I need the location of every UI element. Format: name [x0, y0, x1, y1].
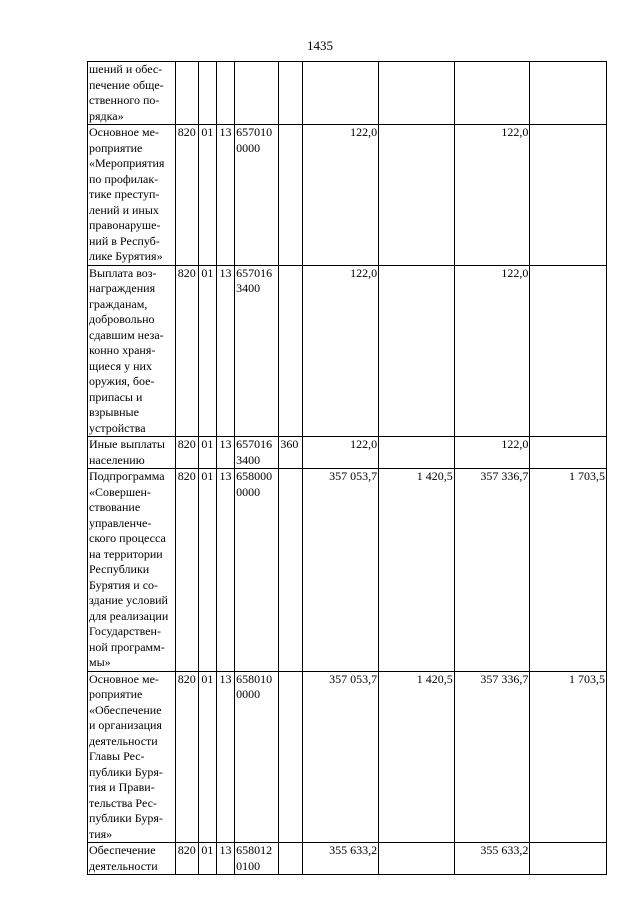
row-name-line: тельства Рес- [89, 795, 157, 810]
row-name-line: публики Буря- [89, 811, 163, 825]
value-2-cell: 1 420,5 [379, 671, 455, 843]
row-name-line: лений и иных [89, 202, 159, 217]
row-name-cell [88, 437, 176, 469]
row-name-line: гражданам, [89, 296, 148, 311]
value-3-cell: 355 633,2 [454, 843, 530, 875]
value-3-cell: 357 336,7 [454, 469, 530, 672]
rz-code-cell: 01 [198, 843, 216, 875]
row-name-line: шений и обес- [89, 62, 163, 76]
row-name-line: ний в Респуб- [89, 233, 160, 248]
value-2-cell [379, 62, 455, 125]
pr-code-cell: 13 [216, 265, 234, 437]
vr-code-cell [279, 671, 302, 843]
value-2-cell [379, 265, 455, 437]
value-2-cell: 1 420,5 [379, 469, 455, 672]
value-4-cell: 1 703,5 [530, 671, 607, 843]
row-name-line: управленче- [89, 515, 152, 530]
table-body [88, 62, 607, 875]
pr-code-cell: 13 [216, 437, 234, 469]
value-3-cell: 122,0 [454, 265, 530, 437]
value-3-cell [454, 62, 530, 125]
table-row [88, 469, 607, 672]
row-name-line: тия и Прави- [89, 780, 155, 794]
value-4-cell [530, 265, 607, 437]
value-4-cell [530, 62, 607, 125]
value-1-cell: 122,0 [302, 125, 379, 266]
gr-code-cell: 820 [175, 437, 198, 469]
row-name-line: припасы и [89, 389, 143, 404]
row-name-line: конно храня- [89, 343, 156, 357]
vr-code-cell [279, 62, 302, 125]
table-row [88, 265, 607, 437]
pr-code-cell: 13 [216, 125, 234, 266]
value-3-cell: 357 336,7 [454, 671, 530, 843]
vr-code-cell [279, 125, 302, 266]
row-name-line: тике преступ- [89, 187, 160, 201]
vr-code-cell [279, 265, 302, 437]
page-number: 1435 [307, 38, 333, 53]
value-1-cell [302, 62, 379, 125]
row-name-line: «Мероприятия [89, 156, 165, 170]
pr-code-cell: 13 [216, 469, 234, 672]
rz-code-cell: 01 [198, 671, 216, 843]
value-4-cell [530, 437, 607, 469]
row-name-line: оружия, бое- [89, 374, 155, 388]
row-name-line: «Совершен- [89, 484, 151, 499]
vr-code-cell [279, 469, 302, 672]
gr-code-cell: 820 [175, 843, 198, 875]
row-name-line: Республики [89, 562, 150, 576]
csr-code-cell: 657016 3400 [235, 437, 279, 469]
row-name-line: Государствен- [89, 624, 161, 638]
gr-code-cell: 820 [175, 125, 198, 266]
row-name-line: сдавшим неза- [89, 327, 164, 342]
value-2-cell [379, 437, 455, 469]
row-name-line: Обеспечение [89, 843, 156, 857]
row-name-cell [88, 843, 176, 875]
gr-code-cell: 820 [175, 265, 198, 437]
table-row [88, 62, 607, 125]
pr-code-cell: 13 [216, 671, 234, 843]
row-name-line: населению [89, 452, 145, 467]
value-1-cell: 357 053,7 [302, 469, 379, 672]
row-name-line: Иные выплаты [89, 437, 165, 451]
row-name-line: устройства [89, 420, 146, 435]
row-name-line: награждения [89, 281, 156, 295]
budget-table [87, 61, 607, 875]
vr-code-cell [279, 843, 302, 875]
row-name-line: ского процесса [89, 531, 166, 545]
table-row [88, 125, 607, 266]
row-name-cell [88, 469, 176, 672]
value-3-cell: 122,0 [454, 437, 530, 469]
row-name-line: мы» [89, 655, 111, 669]
row-name-line: печение обще- [89, 77, 164, 92]
row-name-line: роприятие [89, 687, 143, 701]
pr-code-cell: 13 [216, 843, 234, 875]
pr-code-cell [216, 62, 234, 125]
vr-code-cell: 360 [279, 437, 302, 469]
rz-code-cell: 01 [198, 469, 216, 672]
row-name-line: «Обеспечение [89, 702, 162, 717]
gr-code-cell: 820 [175, 671, 198, 843]
row-name-line: на территории [89, 546, 163, 561]
table-row [88, 437, 607, 469]
csr-code-cell: 658000 0000 [235, 469, 279, 672]
row-name-line: по профилак- [89, 171, 159, 186]
row-name-line: для реализации [89, 608, 169, 623]
row-name-line: тия» [89, 826, 113, 841]
row-name-line: ствование [89, 500, 141, 514]
row-name-line: Главы Рес- [89, 749, 145, 763]
value-1-cell: 355 633,2 [302, 843, 379, 875]
row-name-cell [88, 671, 176, 843]
row-name-line: Основное ме- [89, 671, 159, 686]
row-name-line: рядка» [89, 108, 124, 123]
csr-code-cell: 658012 0100 [235, 843, 279, 875]
value-4-cell [530, 843, 607, 875]
csr-code-cell: 657010 0000 [235, 125, 279, 266]
row-name-cell [88, 62, 176, 125]
table-row [88, 843, 607, 875]
gr-code-cell [175, 62, 198, 125]
value-2-cell [379, 843, 455, 875]
row-name-line: правонаруше- [89, 218, 161, 232]
row-name-line: Выплата воз- [89, 265, 157, 280]
row-name-line: добровольно [89, 312, 155, 326]
row-name-line: роприятие [89, 140, 143, 155]
row-name-line: деятельности [89, 733, 158, 748]
row-name-line: щиеся у них [89, 358, 152, 373]
row-name-line: взрывные [89, 405, 139, 419]
row-name-line: ной программ- [89, 639, 165, 654]
row-name-line: лике Бурятия» [89, 249, 163, 263]
csr-code-cell [235, 62, 279, 125]
row-name-cell [88, 265, 176, 437]
value-2-cell [379, 125, 455, 266]
row-name-line: Бурятия и со- [89, 577, 159, 592]
value-1-cell: 122,0 [302, 437, 379, 469]
value-4-cell [530, 125, 607, 266]
table-row [88, 671, 607, 843]
value-1-cell: 122,0 [302, 265, 379, 437]
row-name-line: деятельности [89, 858, 158, 873]
value-4-cell: 1 703,5 [530, 469, 607, 672]
gr-code-cell: 820 [175, 469, 198, 672]
value-3-cell: 122,0 [454, 125, 530, 266]
row-name-line: и организация [89, 718, 162, 732]
rz-code-cell: 01 [198, 125, 216, 266]
csr-code-cell: 657016 3400 [235, 265, 279, 437]
rz-code-cell: 01 [198, 265, 216, 437]
row-name-line: Основное ме- [89, 125, 159, 139]
row-name-line: ственного по- [89, 93, 160, 107]
row-name-line: здание условий [89, 593, 168, 607]
rz-code-cell: 01 [198, 437, 216, 469]
value-1-cell: 357 053,7 [302, 671, 379, 843]
rz-code-cell [198, 62, 216, 125]
row-name-line: публики Буря- [89, 764, 163, 779]
row-name-cell [88, 125, 176, 266]
csr-code-cell: 658010 0000 [235, 671, 279, 843]
row-name-line: Подпрограмма [89, 469, 165, 483]
